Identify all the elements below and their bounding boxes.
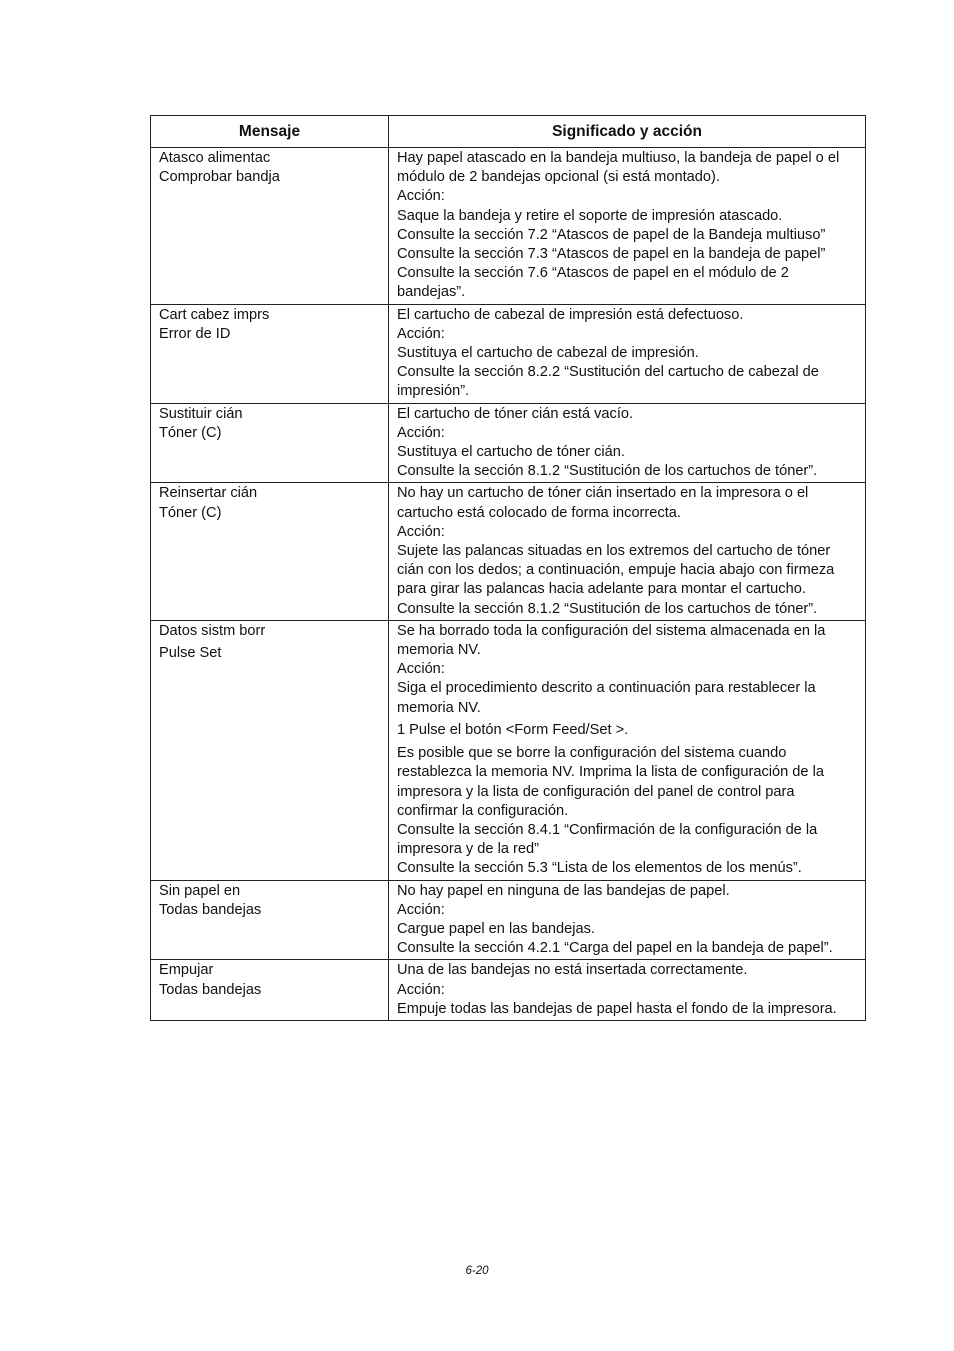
table-row [151, 403, 866, 483]
meaning-line: Es posible que se borre la configuración del sistema cuando restablezca la memoria NV. Imprima la lista de configuración de la impresora y la lista de configuración del panel de control para confirmar la configuración. [397, 745, 824, 819]
meaning-line: Acción: [397, 901, 445, 918]
meaning-line: El cartucho de tóner cián está vacío. [397, 405, 634, 422]
message-cell [151, 304, 389, 403]
message-cell [151, 960, 389, 1021]
page-number: 6-20 [465, 1265, 489, 1277]
message-line: Tóner (C) [159, 424, 222, 441]
meaning-line: Consulte la sección 8.4.1 “Confirmación de la configuración de la impresora y de la red” [397, 821, 818, 858]
message-line: Empujar [159, 962, 214, 979]
message-line: Datos sistm borr [159, 622, 266, 639]
message-line: Todas bandejas [159, 901, 262, 918]
meaning-line: Saque la bandeja y retire el soporte de impresión atascado. [397, 207, 783, 224]
procedure-step: 1 Pulse el botón <Form Feed/Set >. [397, 721, 629, 738]
meaning-line: Siga el procedimiento descrito a continuación para restablecer la memoria NV. [397, 680, 816, 716]
message-line: Error de ID [159, 325, 231, 342]
meaning-line: El cartucho de cabezal de impresión está defectuoso. [397, 306, 744, 323]
message-line: Atasco alimentac [159, 150, 271, 166]
meaning-line: No hay papel en ninguna de las bandejas de papel. [397, 882, 730, 899]
meaning-cell [389, 403, 866, 483]
meaning-line: Consulte la sección 7.2 “Atascos de papel de la Bandeja multiuso” [397, 226, 826, 243]
header-meaning-action: Significado y acción [389, 116, 866, 148]
meaning-line: Consulte la sección 8.1.2 “Sustitución de los cartuchos de tóner”. [397, 463, 818, 480]
message-line: Sin papel en [159, 882, 241, 899]
message-line: Sustituir cián [159, 405, 243, 422]
meaning-line: Acción: [397, 661, 445, 678]
meaning-line: Acción: [397, 981, 445, 998]
message-line: Comprobar bandja [159, 169, 280, 186]
meaning-line: Acción: [397, 523, 445, 540]
message-cell [151, 148, 389, 305]
meaning-line: Consulte la sección 7.3 “Atascos de papel en la bandeja de papel” [397, 246, 826, 263]
meaning-line: Consulte la sección 5.3 “Lista de los elementos de los menús”. [397, 860, 802, 877]
meaning-line: Acción: [397, 424, 445, 441]
meaning-line: No hay un cartucho de tóner cián insertado en la impresora o el cartucho está colocado de forma incorrecta. [397, 485, 809, 521]
meaning-line: Acción: [397, 188, 445, 205]
table-row [151, 304, 866, 403]
meaning-line: Consulte la sección 4.2.1 “Carga del papel en la bandeja de papel”. [397, 940, 833, 957]
meaning-line: Cargue papel en las bandejas. [397, 920, 595, 937]
table-row [151, 148, 866, 305]
message-line: Tóner (C) [159, 504, 222, 521]
meaning-line: Se ha borrado toda la configuración del sistema almacenada en la memoria NV. [397, 622, 826, 659]
message-cell [151, 403, 389, 483]
meaning-cell [389, 960, 866, 1021]
meaning-line: Acción: [397, 325, 445, 342]
message-cell [151, 880, 389, 960]
meaning-line: Sustituya el cartucho de tóner cián. [397, 444, 625, 461]
meaning-cell [389, 880, 866, 960]
meaning-line: Empuje todas las bandejas de papel hasta el fondo de la impresora. [397, 1000, 837, 1017]
message-cell [151, 483, 389, 620]
message-line: Cart cabez imprs [159, 306, 270, 323]
meaning-cell [389, 148, 866, 305]
message-line: Todas bandejas [159, 981, 262, 998]
meaning-line: Una de las bandejas no está insertada correctamente. [397, 962, 748, 979]
meaning-line: Consulte la sección 8.2.2 “Sustitución del cartucho de cabezal de impresión”. [397, 364, 819, 400]
meaning-line: Consulte la sección 7.6 “Atascos de papel en el módulo de 2 bandejas”. [397, 265, 789, 301]
message-table [150, 115, 866, 1021]
message-line: Reinsertar cián [159, 485, 258, 502]
table-row [151, 880, 866, 960]
header-message: Mensaje [151, 116, 389, 148]
message-line: Pulse Set [159, 645, 222, 662]
meaning-cell [389, 620, 866, 880]
table-row [151, 620, 866, 880]
message-cell [151, 620, 389, 880]
meaning-line: Sujete las palancas situadas en los extremos del cartucho de tóner cián con los dedos; a continuación, empuje hacia abajo con firmeza para girar las palancas hacia adelante para montar el cartucho. [397, 543, 835, 598]
table-row [151, 483, 866, 620]
meaning-line: Hay papel atascado en la bandeja multiuso, la bandeja de papel o el módulo de 2 bandejas opcional (si está montado). [397, 150, 840, 186]
meaning-cell [389, 483, 866, 620]
meaning-line: Consulte la sección 8.1.2 “Sustitución de los cartuchos de tóner”. [397, 600, 818, 617]
meaning-line: Sustituya el cartucho de cabezal de impresión. [397, 345, 699, 362]
table-row [151, 960, 866, 1021]
meaning-cell [389, 304, 866, 403]
table-header-row [151, 116, 866, 148]
